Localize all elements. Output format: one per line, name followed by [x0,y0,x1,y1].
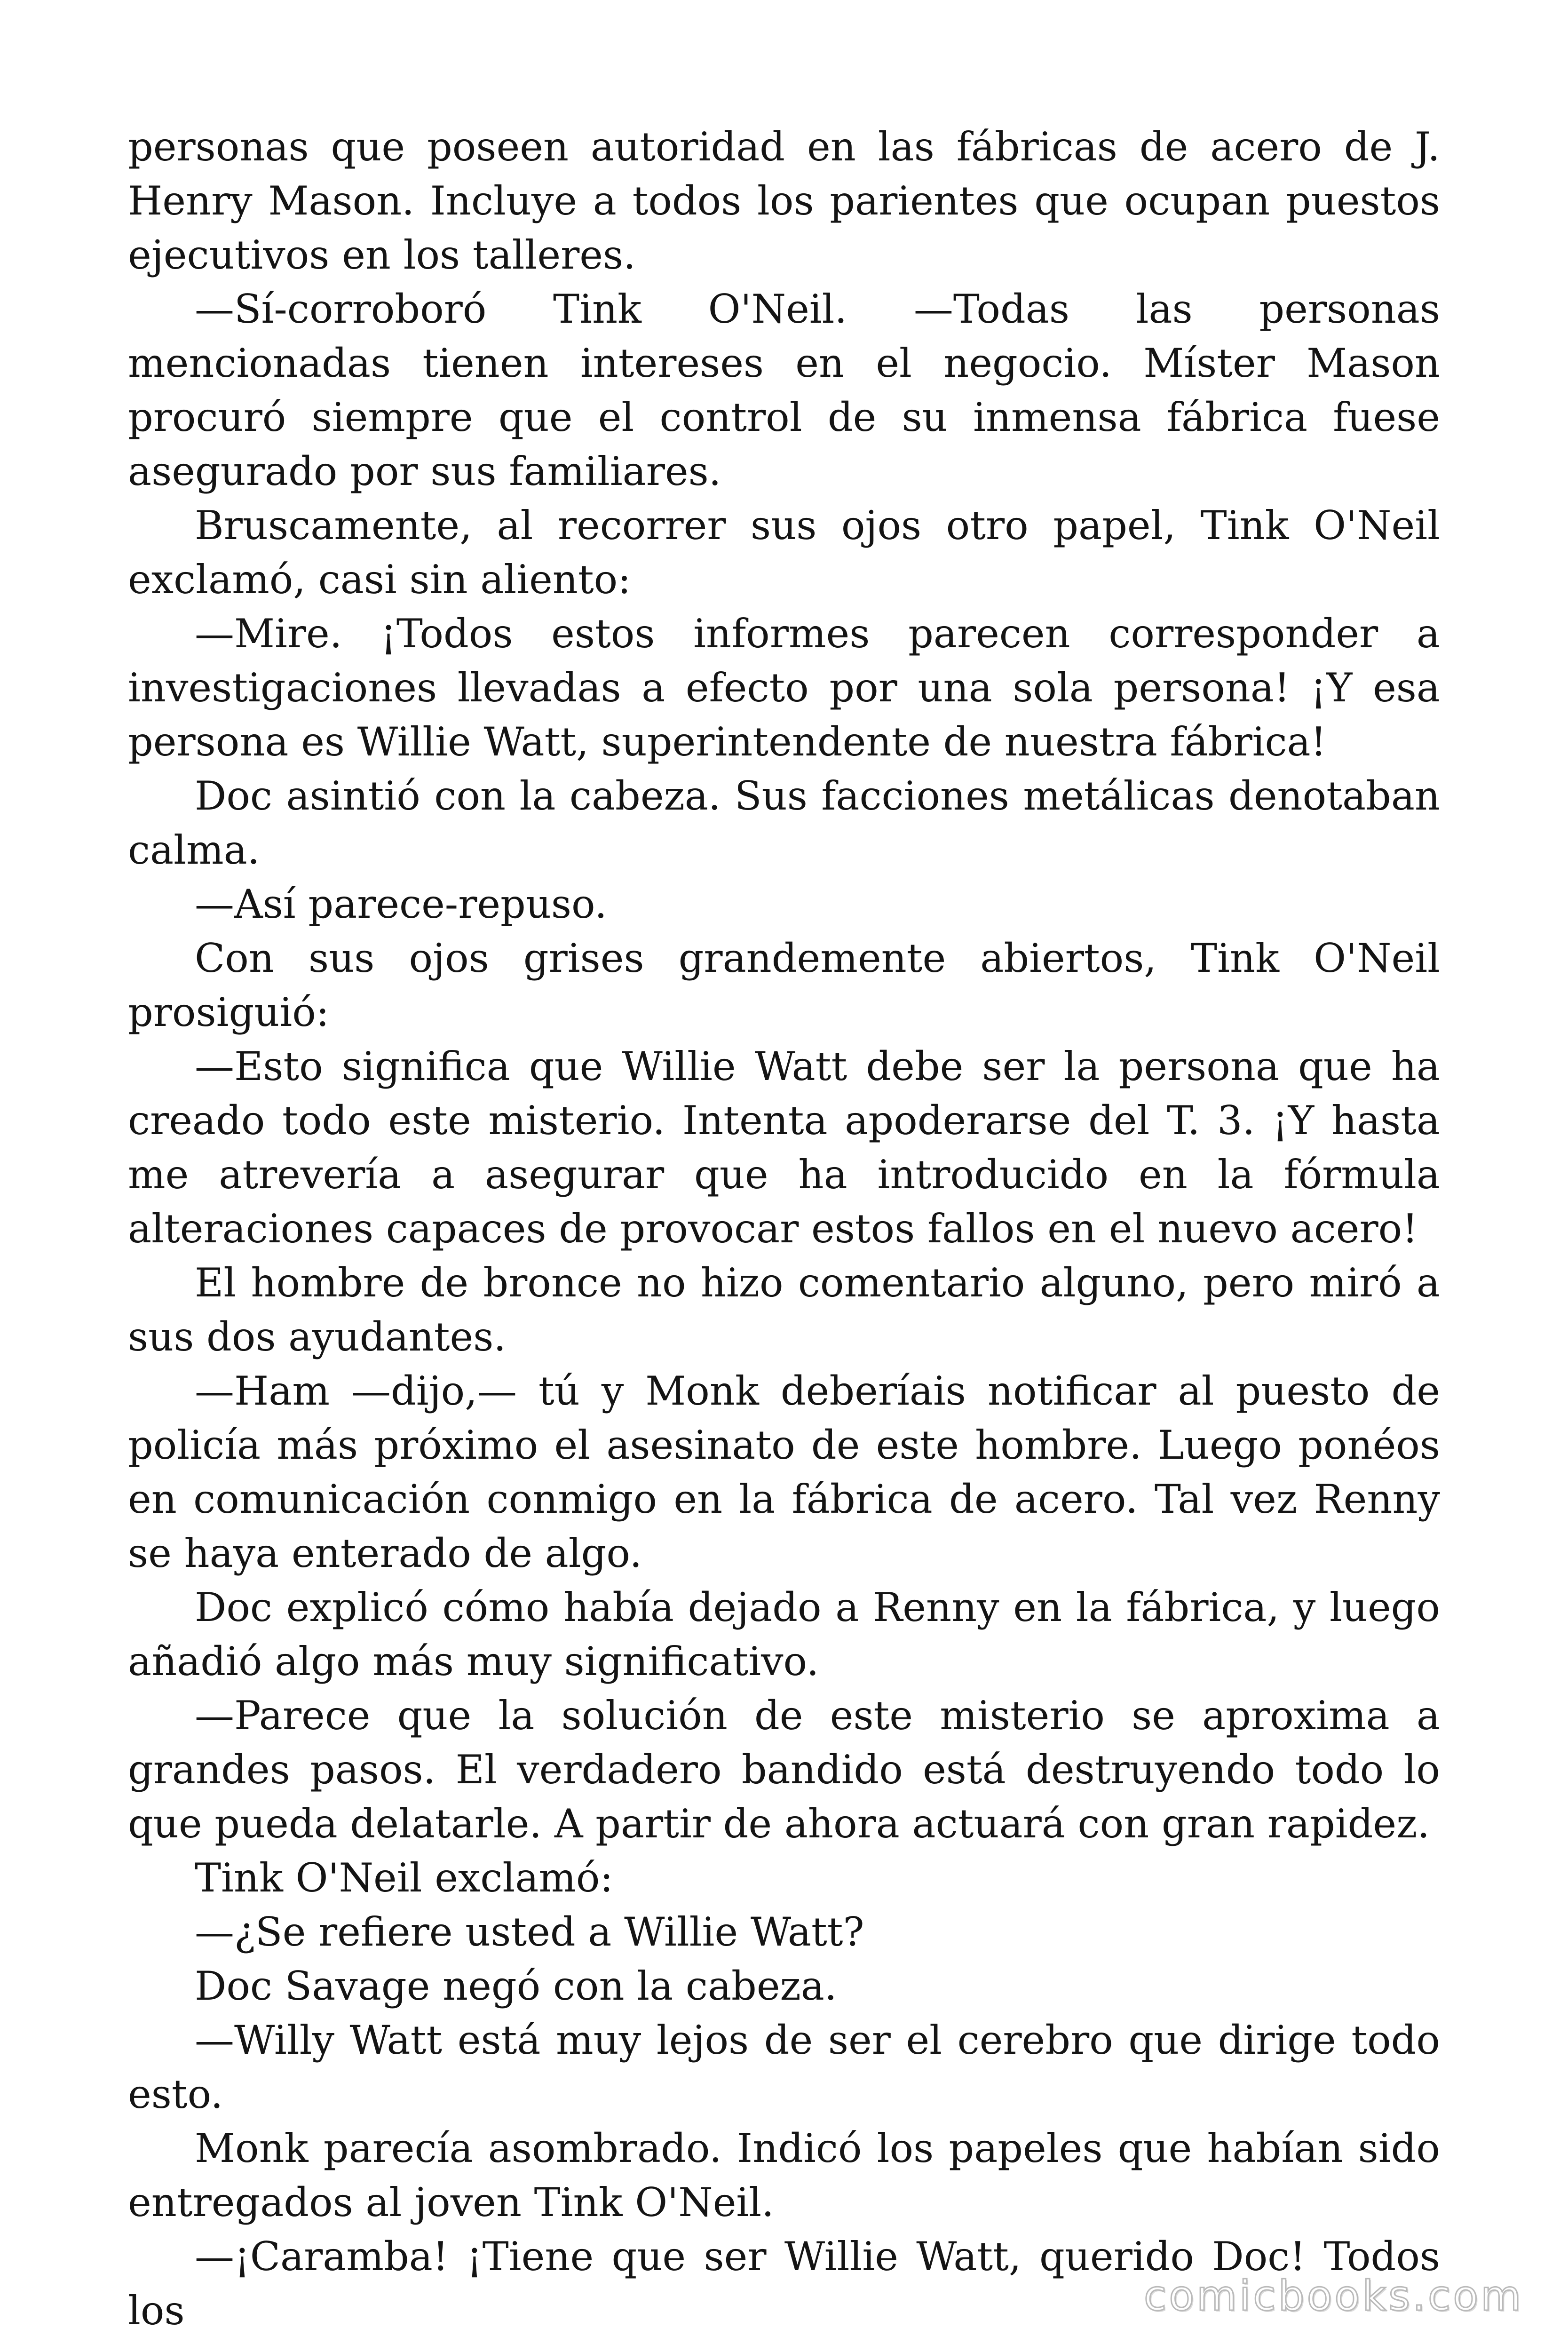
watermark: comicbooks.com [1143,2272,1523,2320]
paragraph: —Willy Watt está muy lejos de ser el cerebro que dirige todo esto. [128,2017,1440,2117]
paragraph: —¿Se refiere usted a Willie Watt? [195,1909,864,1955]
paragraph: Con sus ojos grises grandemente abiertos, Tink O'Neil prosiguió: [128,935,1440,1035]
paragraph: —Parece que la solución de este misterio se aproxima a grandes pasos. El verdadero bandido está destruyendo todo lo que pueda delatarle. A partir de ahora actuará con gran rapidez. [128,1692,1440,1847]
paragraph: Tink O'Neil exclamó: [195,1855,613,1901]
paragraph: —Así parece-repuso. [195,881,607,927]
paragraph: Monk parecía asombrado. Indicó los papeles que habían sido entregados al joven Tink O'Neil. [128,2125,1440,2225]
paragraph: —Sí-corroboró Tink O'Neil. —Todas las personas mencionadas tienen intereses en el negocio. Míster Mason procuró siempre que el control de su inmensa fábrica fuese asegurado por sus familiares. [128,286,1440,494]
paragraph: El hombre de bronce no hizo comentario alguno, pero miró a sus dos ayudantes. [128,1260,1440,1360]
paragraph: Doc Savage negó con la cabeza. [195,1963,837,2009]
paragraph: —Mire. ¡Todos estos informes parecen corresponder a investigaciones llevadas a efecto por una sola persona! ¡Y esa persona es Willie Watt, superintendente de nuestra fábrica! [128,611,1440,765]
paragraph: Doc asintió con la cabeza. Sus facciones metálicas denotaban calma. [128,773,1440,873]
paragraph: personas que poseen autoridad en las fábricas de acero de J. Henry Mason. Incluye a todos los parientes que ocupan puestos ejecutivos en los talleres. [128,124,1440,278]
paragraph: —Esto significa que Willie Watt debe ser la persona que ha creado todo este misterio. Intenta apoderarse del T. 3. ¡Y hasta me atrevería a asegurar que ha introducido en la fórmula alteraciones capaces de provocar estos fallos en el nuevo acero! [128,1043,1440,1252]
page-text [128,120,1440,2338]
paragraph: Bruscamente, al recorrer sus ojos otro papel, Tink O'Neil exclamó, casi sin aliento: [128,502,1440,603]
paragraph: Doc explicó cómo había dejado a Renny en la fábrica, y luego añadió algo más muy significativo. [128,1584,1440,1685]
paragraph: —Ham —dijo,— tú y Monk deberíais notificar al puesto de policía más próximo el asesinato de este hombre. Luego ponéos en comunicación conmigo en la fábrica de acero. Tal vez Renny se haya enterado de algo. [128,1368,1440,1576]
paragraph: —¡Caramba! ¡Tiene que ser Willie Watt, querido Doc! Todos los [128,2233,1440,2334]
